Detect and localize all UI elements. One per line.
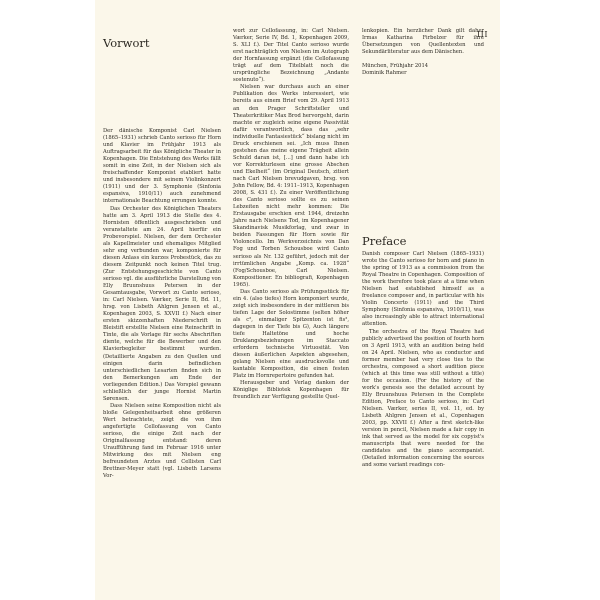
paragraph: Das Orchester des Königlichen Theaters hatte am 3. April 1913 die Stelle des 4. Hornisten öffentlich ausgeschrieben und veranstaltete am 24. April hierfür ein Probevorspiel. Nielsen, der dem Orchester als Kapellmeister und ehemaliges Mitglied sehr eng verbunden war, komponierte für diesen Anlass ein kurzes Probestück, das zu diesem Zeitpunkt noch keinen Titel trug. (Zur Entstehungsgeschichte von Canto serioso vgl. die ausführliche Darstellung von Elly Bruunshuus Petersen in der Gesamtausgabe, Vorwort zu Canto serioso, in: Carl Nielsen. Værker, Serie II, Bd. 11, hrsg. von Lisbeth Ahlgren Jensen et al., Kopenhagen 2003, S. XXVII f.) Nach einer ersten skizzenhaften Niederschrift in Bleistift erstellte Nielsen eine Reinschrift in Tinte, die als Vorlage für sechs Abschriften diente, welche für die Bewerber und den Klavierbegleiter bestimmt wurden. (Detaillierte Angaben zu den Quellen und einigen darin befindlichen unterschiedlichen Lesarten finden sich in den Bemerkungen am Ende der vorliegenden Edition.) Das Vorspiel gewann schließlich der junge Hornist Martin Sørensen. xyxy=(103,205,221,402)
page-number: III xyxy=(477,30,488,39)
vorwort-column-3 xyxy=(362,28,484,77)
preface-column xyxy=(362,251,484,469)
paragraph: wort zur Cellofassung, in: Carl Nielsen. Værker, Serie IV, Bd. 1, Kopenhagen 2009, S. XLI f.). Der Titel Canto serioso wurde erst nachträglich von Nielsen im Autograph der Hornfassung ergänzt (die Cellofassung trägt auf dem Titelblatt noch die ursprüngliche Bezeichnung „Andante sostenuto“). xyxy=(233,28,349,84)
vorwort-column-2 xyxy=(233,28,349,401)
paragraph: Das Canto serioso als Prüfungsstück für ein 4. (also tiefes) Horn komponiert wurde, zeigt sich insbesondere in der mittleren bis tiefen Lage der Solostimme (selten höher als c², einmaliger Spitzenton ist fis², dagegen in der Tiefe bis G), Auch längere tiefe Haltetöne und hoche Druklangsbeziehungen im Staccato erfordern technische Virtuosität. Von diesen äußerlichen Aspekten abgesehen, gelang Nielsen eine ausdrucksvolle und kantable Komposition, die einen festen Platz im Hornrepertoire gefunden hat. xyxy=(233,288,349,380)
paragraph: lenkopien. Ein herzlicher Dank gilt daher Irmas Katharina Firbelzer für ihre Übersetzungen von Quellentexten und Sekundärliteratur aus dem Dänischen. xyxy=(362,28,484,56)
paragraph: Dass Nielsen seine Komposition nicht als bloße Gelegenheitsarbeit ohne größeren Wert betrachtete, zeigt die von ihm angefertigte Cellofassung von Canto serioso, die einige Zeit nach der Originalfassung entstand: deren Uraufführung fand im Februar 1916 unter Mitwirkung des mit Nielsen eng befreundeten Arztes und Cellisten Carl Brettner-Meyer statt (vgl. Lisbeth Larsens Vor- xyxy=(103,402,221,480)
paragraph: Herausgeber und Verlag danken der Königlige Bibliotek Kopenhagen für freundlich zur Verfügung gestellte Quel- xyxy=(233,380,349,401)
paragraph: Nielsen war durchaus auch an einer Publikation des Werks interessiert, wie bereits aus einem Brief vom 29. April 1913 an den Prager Schriftsteller und Theaterkritiker Max Brod hervorgeht, darin machte er zugleich seine eigene Passivität dafür verantwortlich, dass das „sehr individuelle Fantasiestück“ bislang nicht im Druck erschienen sei. „Ich muss Ihnen gestehen das meine eigene Trägheit allein Schuld daran ist, [...] und dann habe ich vor Korrekturlesen eine grosse Abschen und Ekelheit“ (im Original Deutsch, zitiert nach Carl Nielsen brevudgaven, hrsg. von John Fellow, Bd. 4: 1911–1913, Kopenhagen 2008, S. 431 f.). Zu einer Veröffentlichung des Canto serioso sollte es zu seinen Lebzeiten nicht mehr kommen: Die Erstausgabe erschien erst 1944, dreizehn Jahre nach Nielsens Tod, im Kopenhagener Skandinavisk Musikforlag, und zwar in beiden Fassungen für Horn sowie für Violoncello. Im Werkverzeichnis von Dan Fog und Torben Schousboe wird Canto serioso als Nr. 132 geführt, jedoch mit der irrtümlichen Angabe „Komp. ca. 1928“ (Fog/Schousboe, Carl Nielsen. Kompositioner. En bibliografi, Kopenhagen 1965). xyxy=(233,84,349,288)
paragraph: Der dänische Komponist Carl Nielsen (1865–1931) schrieb Canto serioso für Horn und Klavier im Frühjahr 1913 als Auftragsarbeit für das Königliche Theater in Kopenhagen. Die Entstehung des Werks fällt somit in eine Zeit, in der Nielsen sich als freischaffender Komponist etabliert hatte und insbesondere mit seinem Violinkonzert (1911) und der 3. Symphonie (Sinfonia espansiva, 1910/11) auch zunehmend internationale Beachtung errungen konnte. xyxy=(103,128,221,205)
signature xyxy=(362,63,484,77)
signature-place-date: München, Frühjahr 2014 xyxy=(362,63,429,70)
heading-vorwort: Vorwort xyxy=(103,36,150,50)
paragraph: The orchestra of the Royal Theatre had publicly advertised the position of fourth horn on 3 April 1913, with an audition being held on 24 April. Nielsen, who as conductor and former member had very close ties to the orchestra, composed a short audition piece (which at this time was still without a title) for the occasion. (For the history of the work's genesis see the detailed account by Elly Bruunshuus Petersen in the Complete Edition, Preface to Canto serioso, in: Carl Nielsen. Værker, series II, vol. 11, ed. by Lisbeth Ahlgren Jensen et al., Copenhagen 2003, pp. XXVII f.) After a first sketch-like version in pencil, Nielsen made a fair copy in ink that served as the model for six copyist's manuscripts that were needed for the candidates and the piano accompanist. (Detailed information concerning the sources and some variant readings con- xyxy=(362,328,484,469)
paragraph: Danish composer Carl Nielsen (1865–1931) wrote the Canto serioso for horn and piano in the spring of 1913 as a commission from the Royal Theatre in Copenhagen. Composition of the work therefore took place at a time when Nielsen had established himself as a freelance composer and, in particular with his Violin Concerto (1911) and the Third Symphony (Sinfonia espansiva, 1910/11), was also increasingly able to attract international attention. xyxy=(362,251,484,328)
vorwort-column-1 xyxy=(103,128,221,480)
document-page xyxy=(95,0,500,600)
signature-name: Dominik Rahmer xyxy=(362,70,407,77)
heading-preface: Preface xyxy=(362,234,407,248)
